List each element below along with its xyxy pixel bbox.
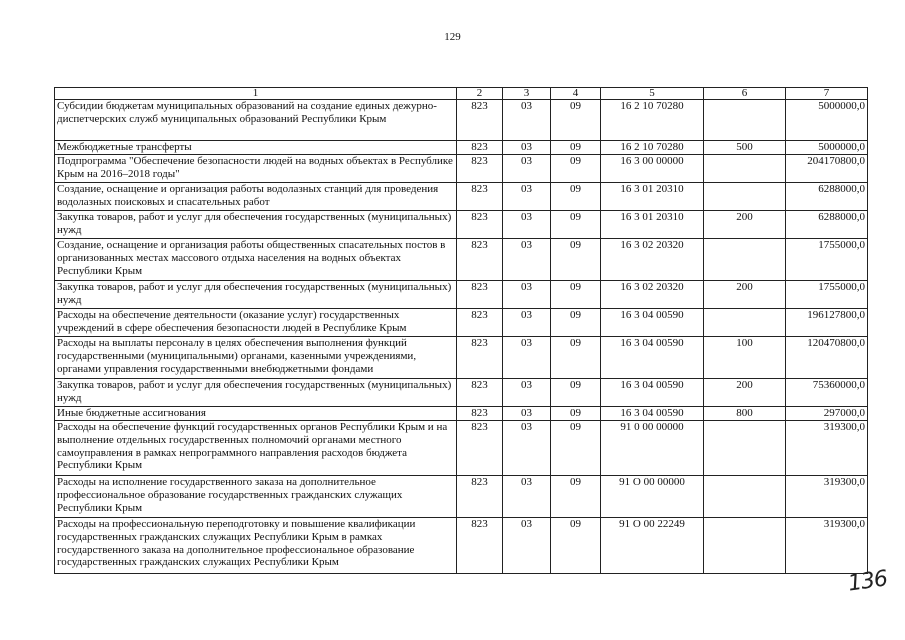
row-name: Закупка товаров, работ и услуг для обеспечения государственных (муниципальных) нужд bbox=[55, 379, 457, 407]
row-col-5: 16 2 10 70280 bbox=[601, 100, 704, 141]
row-col-4: 09 bbox=[551, 141, 601, 155]
row-col-4: 09 bbox=[551, 100, 601, 141]
row-col-6 bbox=[704, 100, 786, 141]
row-col-3: 03 bbox=[503, 379, 551, 407]
row-col-2: 823 bbox=[457, 421, 503, 476]
row-col-3: 03 bbox=[503, 309, 551, 337]
header-col-4: 4 bbox=[551, 88, 601, 100]
row-col-4: 09 bbox=[551, 239, 601, 281]
row-col-3: 03 bbox=[503, 155, 551, 183]
row-col-6: 800 bbox=[704, 407, 786, 421]
page-number: 129 bbox=[444, 31, 461, 43]
row-col-6: 200 bbox=[704, 281, 786, 309]
header-col-6: 6 bbox=[704, 88, 786, 100]
row-name: Создание, оснащение и организация работы общественных спасательных постов в организованных местах массового отдыха населения на водных объектах Республики Крым bbox=[55, 239, 457, 281]
row-col-4: 09 bbox=[551, 309, 601, 337]
row-col-2: 823 bbox=[457, 100, 503, 141]
row-col-4: 09 bbox=[551, 379, 601, 407]
row-col-5: 91 О 00 00000 bbox=[601, 476, 704, 518]
row-amount: 5000000,0 bbox=[786, 141, 868, 155]
row-col-5: 91 О 00 22249 bbox=[601, 518, 704, 574]
row-name: Расходы на исполнение государственного заказа на дополнительное профессиональное образование государственных гражданских служащих Республики Крым bbox=[55, 476, 457, 518]
row-col-6 bbox=[704, 476, 786, 518]
row-col-2: 823 bbox=[457, 183, 503, 211]
row-amount: 75360000,0 bbox=[786, 379, 868, 407]
table-row bbox=[55, 379, 868, 407]
row-col-3: 03 bbox=[503, 476, 551, 518]
row-col-6 bbox=[704, 155, 786, 183]
row-col-4: 09 bbox=[551, 211, 601, 239]
row-name: Субсидии бюджетам муниципальных образований на создание единых дежурно-диспетчерских служб муниципальных образований Республики Крым bbox=[55, 100, 457, 141]
header-col-3: 3 bbox=[503, 88, 551, 100]
table-row bbox=[55, 141, 868, 155]
row-col-3: 03 bbox=[503, 421, 551, 476]
row-col-6 bbox=[704, 309, 786, 337]
row-col-5: 16 3 01 20310 bbox=[601, 183, 704, 211]
row-col-5: 16 3 01 20310 bbox=[601, 211, 704, 239]
row-amount: 1755000,0 bbox=[786, 239, 868, 281]
row-col-5: 91 0 00 00000 bbox=[601, 421, 704, 476]
row-col-4: 09 bbox=[551, 337, 601, 379]
row-col-2: 823 bbox=[457, 476, 503, 518]
row-col-6: 200 bbox=[704, 379, 786, 407]
row-col-6 bbox=[704, 518, 786, 574]
row-col-6 bbox=[704, 421, 786, 476]
row-amount: 6288000,0 bbox=[786, 183, 868, 211]
row-name: Создание, оснащение и организация работы водолазных станций для проведения водолазных поисковых и спасательных работ bbox=[55, 183, 457, 211]
table-row bbox=[55, 155, 868, 183]
row-amount: 319300,0 bbox=[786, 476, 868, 518]
row-name: Расходы на профессиональную переподготовку и повышение квалификации государственных гражданских служащих Республики Крым в рамках государственного заказа на дополнительное профессиональное образование государственных гражданских служащих Республики Крым bbox=[55, 518, 457, 574]
row-amount: 319300,0 bbox=[786, 518, 868, 574]
row-amount: 196127800,0 bbox=[786, 309, 868, 337]
row-col-2: 823 bbox=[457, 518, 503, 574]
row-col-2: 823 bbox=[457, 155, 503, 183]
table-row bbox=[55, 518, 868, 574]
row-name: Межбюджетные трансферты bbox=[55, 141, 457, 155]
row-name: Расходы на обеспечение деятельности (оказание услуг) государственных учреждений в сфере обеспечения безопасности людей в Республике Крым bbox=[55, 309, 457, 337]
row-amount: 6288000,0 bbox=[786, 211, 868, 239]
row-amount: 5000000,0 bbox=[786, 100, 868, 141]
handwritten-page-mark: 136 bbox=[846, 566, 889, 597]
row-col-2: 823 bbox=[457, 211, 503, 239]
row-col-2: 823 bbox=[457, 141, 503, 155]
table-row bbox=[55, 421, 868, 476]
row-name: Закупка товаров, работ и услуг для обеспечения государственных (муниципальных) нужд bbox=[55, 211, 457, 239]
header-row bbox=[55, 88, 868, 100]
table-row bbox=[55, 309, 868, 337]
row-col-3: 03 bbox=[503, 407, 551, 421]
header-col-5: 5 bbox=[601, 88, 704, 100]
table-row bbox=[55, 100, 868, 141]
row-amount: 319300,0 bbox=[786, 421, 868, 476]
row-col-3: 03 bbox=[503, 211, 551, 239]
row-name: Подпрограмма "Обеспечение безопасности людей на водных объектах в Республике Крым на 2016–2018 годы" bbox=[55, 155, 457, 183]
header-col-2: 2 bbox=[457, 88, 503, 100]
row-col-3: 03 bbox=[503, 337, 551, 379]
row-col-4: 09 bbox=[551, 281, 601, 309]
row-col-3: 03 bbox=[503, 141, 551, 155]
row-col-4: 09 bbox=[551, 518, 601, 574]
row-col-2: 823 bbox=[457, 379, 503, 407]
row-col-3: 03 bbox=[503, 281, 551, 309]
row-col-5: 16 3 04 00590 bbox=[601, 379, 704, 407]
row-col-5: 16 2 10 70280 bbox=[601, 141, 704, 155]
row-col-6: 200 bbox=[704, 211, 786, 239]
table-body bbox=[55, 100, 868, 574]
row-col-2: 823 bbox=[457, 239, 503, 281]
row-col-5: 16 3 02 20320 bbox=[601, 281, 704, 309]
table-row bbox=[55, 211, 868, 239]
table-row bbox=[55, 337, 868, 379]
row-col-2: 823 bbox=[457, 309, 503, 337]
header-col-7: 7 bbox=[786, 88, 868, 100]
row-amount: 204170800,0 bbox=[786, 155, 868, 183]
row-name: Закупка товаров, работ и услуг для обеспечения государственных (муниципальных) нужд bbox=[55, 281, 457, 309]
row-col-5: 16 3 00 00000 bbox=[601, 155, 704, 183]
row-col-4: 09 bbox=[551, 155, 601, 183]
row-col-3: 03 bbox=[503, 518, 551, 574]
row-col-6 bbox=[704, 239, 786, 281]
row-amount: 297000,0 bbox=[786, 407, 868, 421]
row-col-3: 03 bbox=[503, 100, 551, 141]
row-name: Расходы на обеспечение функций государственных органов Республики Крым и на выполнение отдельных государственных полномочий органами местного самоуправления в рамках непрограммного направления расходов бюджета Республики Крым bbox=[55, 421, 457, 476]
header-col-1: 1 bbox=[55, 88, 457, 100]
row-col-3: 03 bbox=[503, 183, 551, 211]
table-row bbox=[55, 239, 868, 281]
row-col-6: 500 bbox=[704, 141, 786, 155]
row-col-4: 09 bbox=[551, 476, 601, 518]
row-col-4: 09 bbox=[551, 407, 601, 421]
row-name: Расходы на выплаты персоналу в целях обеспечения выполнения функций государственными (муниципальными) органами, казенными учреждениями, органами управления государственными внебюджетными фондами bbox=[55, 337, 457, 379]
table-row bbox=[55, 476, 868, 518]
row-col-5: 16 3 04 00590 bbox=[601, 407, 704, 421]
table-header bbox=[55, 88, 868, 100]
row-col-2: 823 bbox=[457, 407, 503, 421]
row-col-2: 823 bbox=[457, 337, 503, 379]
row-col-6: 100 bbox=[704, 337, 786, 379]
row-col-2: 823 bbox=[457, 281, 503, 309]
row-name: Иные бюджетные ассигнования bbox=[55, 407, 457, 421]
row-col-4: 09 bbox=[551, 421, 601, 476]
row-col-5: 16 3 04 00590 bbox=[601, 337, 704, 379]
row-amount: 120470800,0 bbox=[786, 337, 868, 379]
budget-table bbox=[54, 87, 868, 574]
row-col-5: 16 3 02 20320 bbox=[601, 239, 704, 281]
table-row bbox=[55, 407, 868, 421]
table-row bbox=[55, 281, 868, 309]
row-col-3: 03 bbox=[503, 239, 551, 281]
table-row bbox=[55, 183, 868, 211]
row-col-4: 09 bbox=[551, 183, 601, 211]
row-col-5: 16 3 04 00590 bbox=[601, 309, 704, 337]
row-amount: 1755000,0 bbox=[786, 281, 868, 309]
row-col-6 bbox=[704, 183, 786, 211]
